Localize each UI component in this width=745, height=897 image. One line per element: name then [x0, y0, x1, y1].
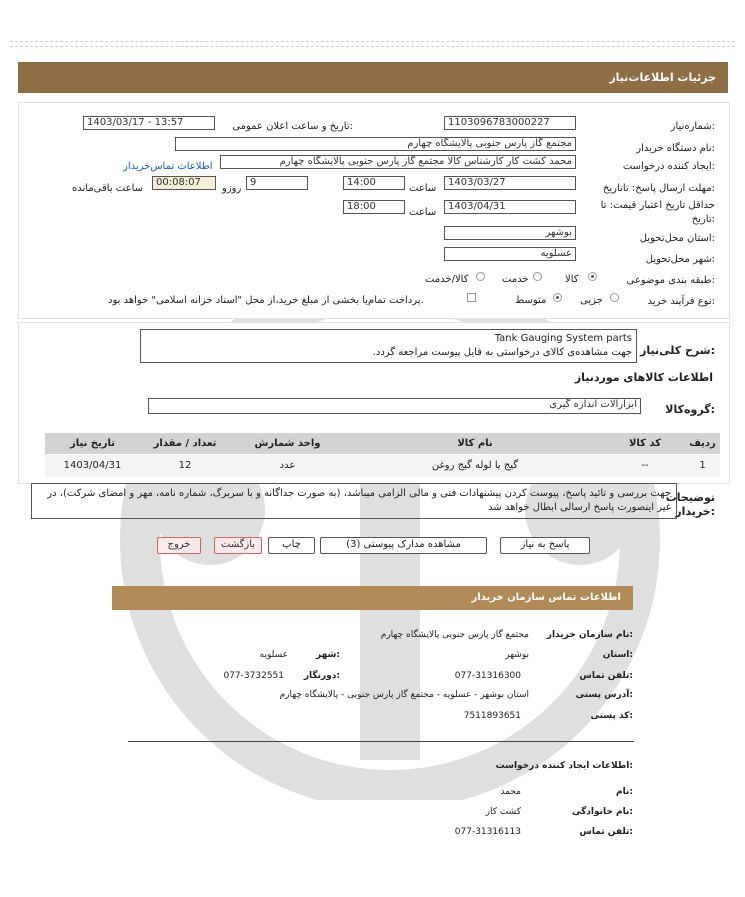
creator-info-title: اطلاعات ایجاد کننده درخواست: — [495, 761, 633, 771]
announce-field: 1403/03/17 - 13:57 — [83, 116, 215, 130]
contact-phone-value: 077-31316300 — [454, 671, 521, 681]
category-radio-service[interactable] — [533, 272, 542, 281]
creator-phone-label: تلفن تماس: — [579, 827, 633, 837]
need-number-label: شماره‌نیاز: — [670, 121, 715, 132]
process-radio-medium[interactable] — [553, 293, 562, 302]
process-radio-minor[interactable] — [610, 293, 619, 302]
process-option-medium: متوسط — [515, 295, 547, 306]
city-field: عسلویه — [444, 247, 576, 261]
address-value: استان بوشهر - عسلویه - مجتمع گاز پارس جنوبی - پالایشگاه چهارم — [279, 690, 529, 700]
city-label: شهر محل‌تحویل: — [645, 254, 715, 265]
org-label: نام سازمان خریدار: — [546, 630, 633, 640]
cell-date: 1403/04/31 — [63, 460, 122, 471]
contact-phone-label: تلفن تماس: — [579, 671, 633, 681]
buyer-contact-link[interactable]: اطلاعات تماس‌خریدار — [123, 161, 213, 172]
treasury-note: پرداخت تمام‌یا بخشی از مبلغ خرید،از محل "اسناد خزانه اسلامی" خواهد بود. — [108, 295, 424, 306]
cell-unit: عدد — [279, 460, 296, 471]
notes-box: جهت بررسی و تائید پاسخ، پیوست کردن پیشنهادات فنی و مالی الزامی میباشد، (به صورت جداگانه و با سربرگ، شماره نامه، مهر و امضای شرکت)، در غیر اینصورت پاسخ ارسالی ابطال خواهد شد — [31, 483, 677, 519]
col-date: تاریخ نیاز — [45, 433, 140, 454]
category-radio-goods[interactable] — [588, 272, 597, 281]
validity-date-field: 1403/04/31 — [444, 200, 576, 214]
treasury-checkbox[interactable] — [467, 293, 476, 302]
province-field: بوشهر — [444, 226, 576, 240]
category-option-goods: کالا — [565, 274, 579, 285]
deadline-label: مهلت ارسال پاسخ: تاتاریخ: — [602, 183, 715, 194]
notes-label-2: خریدار: — [675, 505, 715, 518]
category-label: طبقه بندی موضوعی: — [626, 275, 715, 286]
family-label: نام خانوادگی: — [571, 807, 633, 817]
org-value: مجتمع گاز پارس جنوبی پالایشگاه چهارم — [380, 630, 529, 640]
contact-fax-value: 077-3732551 — [223, 671, 284, 681]
contact-fax-label: دورنگار: — [303, 671, 340, 681]
col-code: کد کالا — [605, 433, 685, 454]
validity-label-2: تاریخ: — [691, 214, 715, 225]
table-row — [45, 455, 720, 477]
deadline-time-field: 14:00 — [343, 176, 405, 190]
group-field: ابزارآلات اندازه گیری — [148, 398, 641, 414]
validity-label-1: حداقل تاریخ اعتبار قیمت: تا — [600, 200, 715, 211]
name-label: نام: — [616, 787, 633, 797]
summary-line-1: Tank Gauging System parts — [494, 333, 632, 344]
announce-label: تاریخ و ساعت اعلان عمومی: — [232, 121, 353, 132]
summary-label: شرح کلی‌نیاز: — [640, 344, 715, 357]
need-number-field: 1103096783000227 — [444, 116, 576, 130]
top-divider — [10, 41, 735, 42]
deadline-time-label: ساعت — [409, 183, 437, 194]
category-option-both: کالا/خدمت — [425, 274, 469, 285]
deadline-date-field: 1403/03/27 — [444, 176, 576, 190]
validity-time-label: ساعت — [409, 207, 437, 218]
reply-button[interactable]: پاسخ به نیاز — [500, 537, 590, 554]
back-button[interactable]: بازگشت — [214, 537, 262, 554]
cell-code: -- — [641, 460, 649, 471]
name-value: محمد — [500, 787, 521, 797]
top-divider-2 — [10, 46, 735, 47]
print-button[interactable]: چاپ — [268, 537, 315, 554]
view-docs-button[interactable]: مشاهده مدارک پیوستی (3) — [320, 537, 487, 554]
cell-row: 1 — [699, 460, 706, 471]
contact-city-label: شهر: — [316, 650, 340, 660]
contact-city-value: عسلویه — [259, 650, 288, 660]
process-option-minor: جزیی — [580, 295, 603, 306]
contact-divider — [128, 741, 634, 742]
creator-label: ایجاد کننده درخواست: — [622, 161, 715, 172]
postal-label: کد پستی: — [590, 711, 633, 721]
summary-line-2: جهت مشاهده‌ی کالای درخواستی به فایل پیوست مراجعه گردد. — [372, 347, 632, 358]
cell-qty: 12 — [178, 460, 192, 471]
days-field: 9 — [246, 176, 308, 190]
col-qty: تعداد / مقدار — [140, 433, 230, 454]
process-label: نوع فرآیند خرید: — [647, 296, 715, 307]
col-row: ردیف — [685, 433, 720, 454]
remaining-label: ساعت باقی‌مانده — [72, 183, 144, 194]
group-label: گروه‌کالا: — [665, 403, 715, 416]
contact-province-label: استان: — [602, 650, 633, 660]
contact-province-value: بوشهر — [505, 650, 529, 660]
buyer-org-label: نام دستگاه خریدار: — [636, 143, 715, 154]
address-label: آدرس پستی: — [575, 690, 633, 700]
exit-button[interactable]: خروج — [157, 537, 201, 554]
cell-name: گیج یا لوله گیج روغن — [431, 460, 519, 471]
family-value: کشت کار — [485, 807, 521, 817]
contact-section-header: اطلاعات تماس سازمان خریدار — [112, 586, 633, 610]
page-header: جزئیات اطلاعات‌نیاز — [18, 62, 728, 93]
creator-phone-value: 077-31316113 — [454, 827, 521, 837]
notes-label-1: توضیحات — [665, 491, 715, 504]
col-unit: واحد شمارش — [230, 433, 345, 454]
col-name: نام کالا — [345, 433, 605, 454]
days-label: روزو — [222, 183, 242, 194]
remaining-time-field: 00:08:07 — [152, 176, 216, 190]
goods-section-title: اطلاعات کالاهای موردنیاز — [574, 371, 713, 384]
validity-time-field: 18:00 — [343, 200, 405, 214]
province-label: استان محل‌تحویل: — [639, 233, 715, 244]
postal-value: 7511893651 — [463, 711, 521, 721]
category-option-service: خدمت — [502, 274, 529, 285]
buyer-org-field: مجتمع گاز پارس جنوبی پالایشگاه چهارم — [175, 137, 576, 151]
goods-table — [45, 433, 720, 478]
category-radio-both[interactable] — [476, 272, 485, 281]
creator-field: محمد کشت کار کارشناس کالا مجتمع گاز پارس جنوبی پالایشگاه چهارم — [220, 155, 576, 169]
